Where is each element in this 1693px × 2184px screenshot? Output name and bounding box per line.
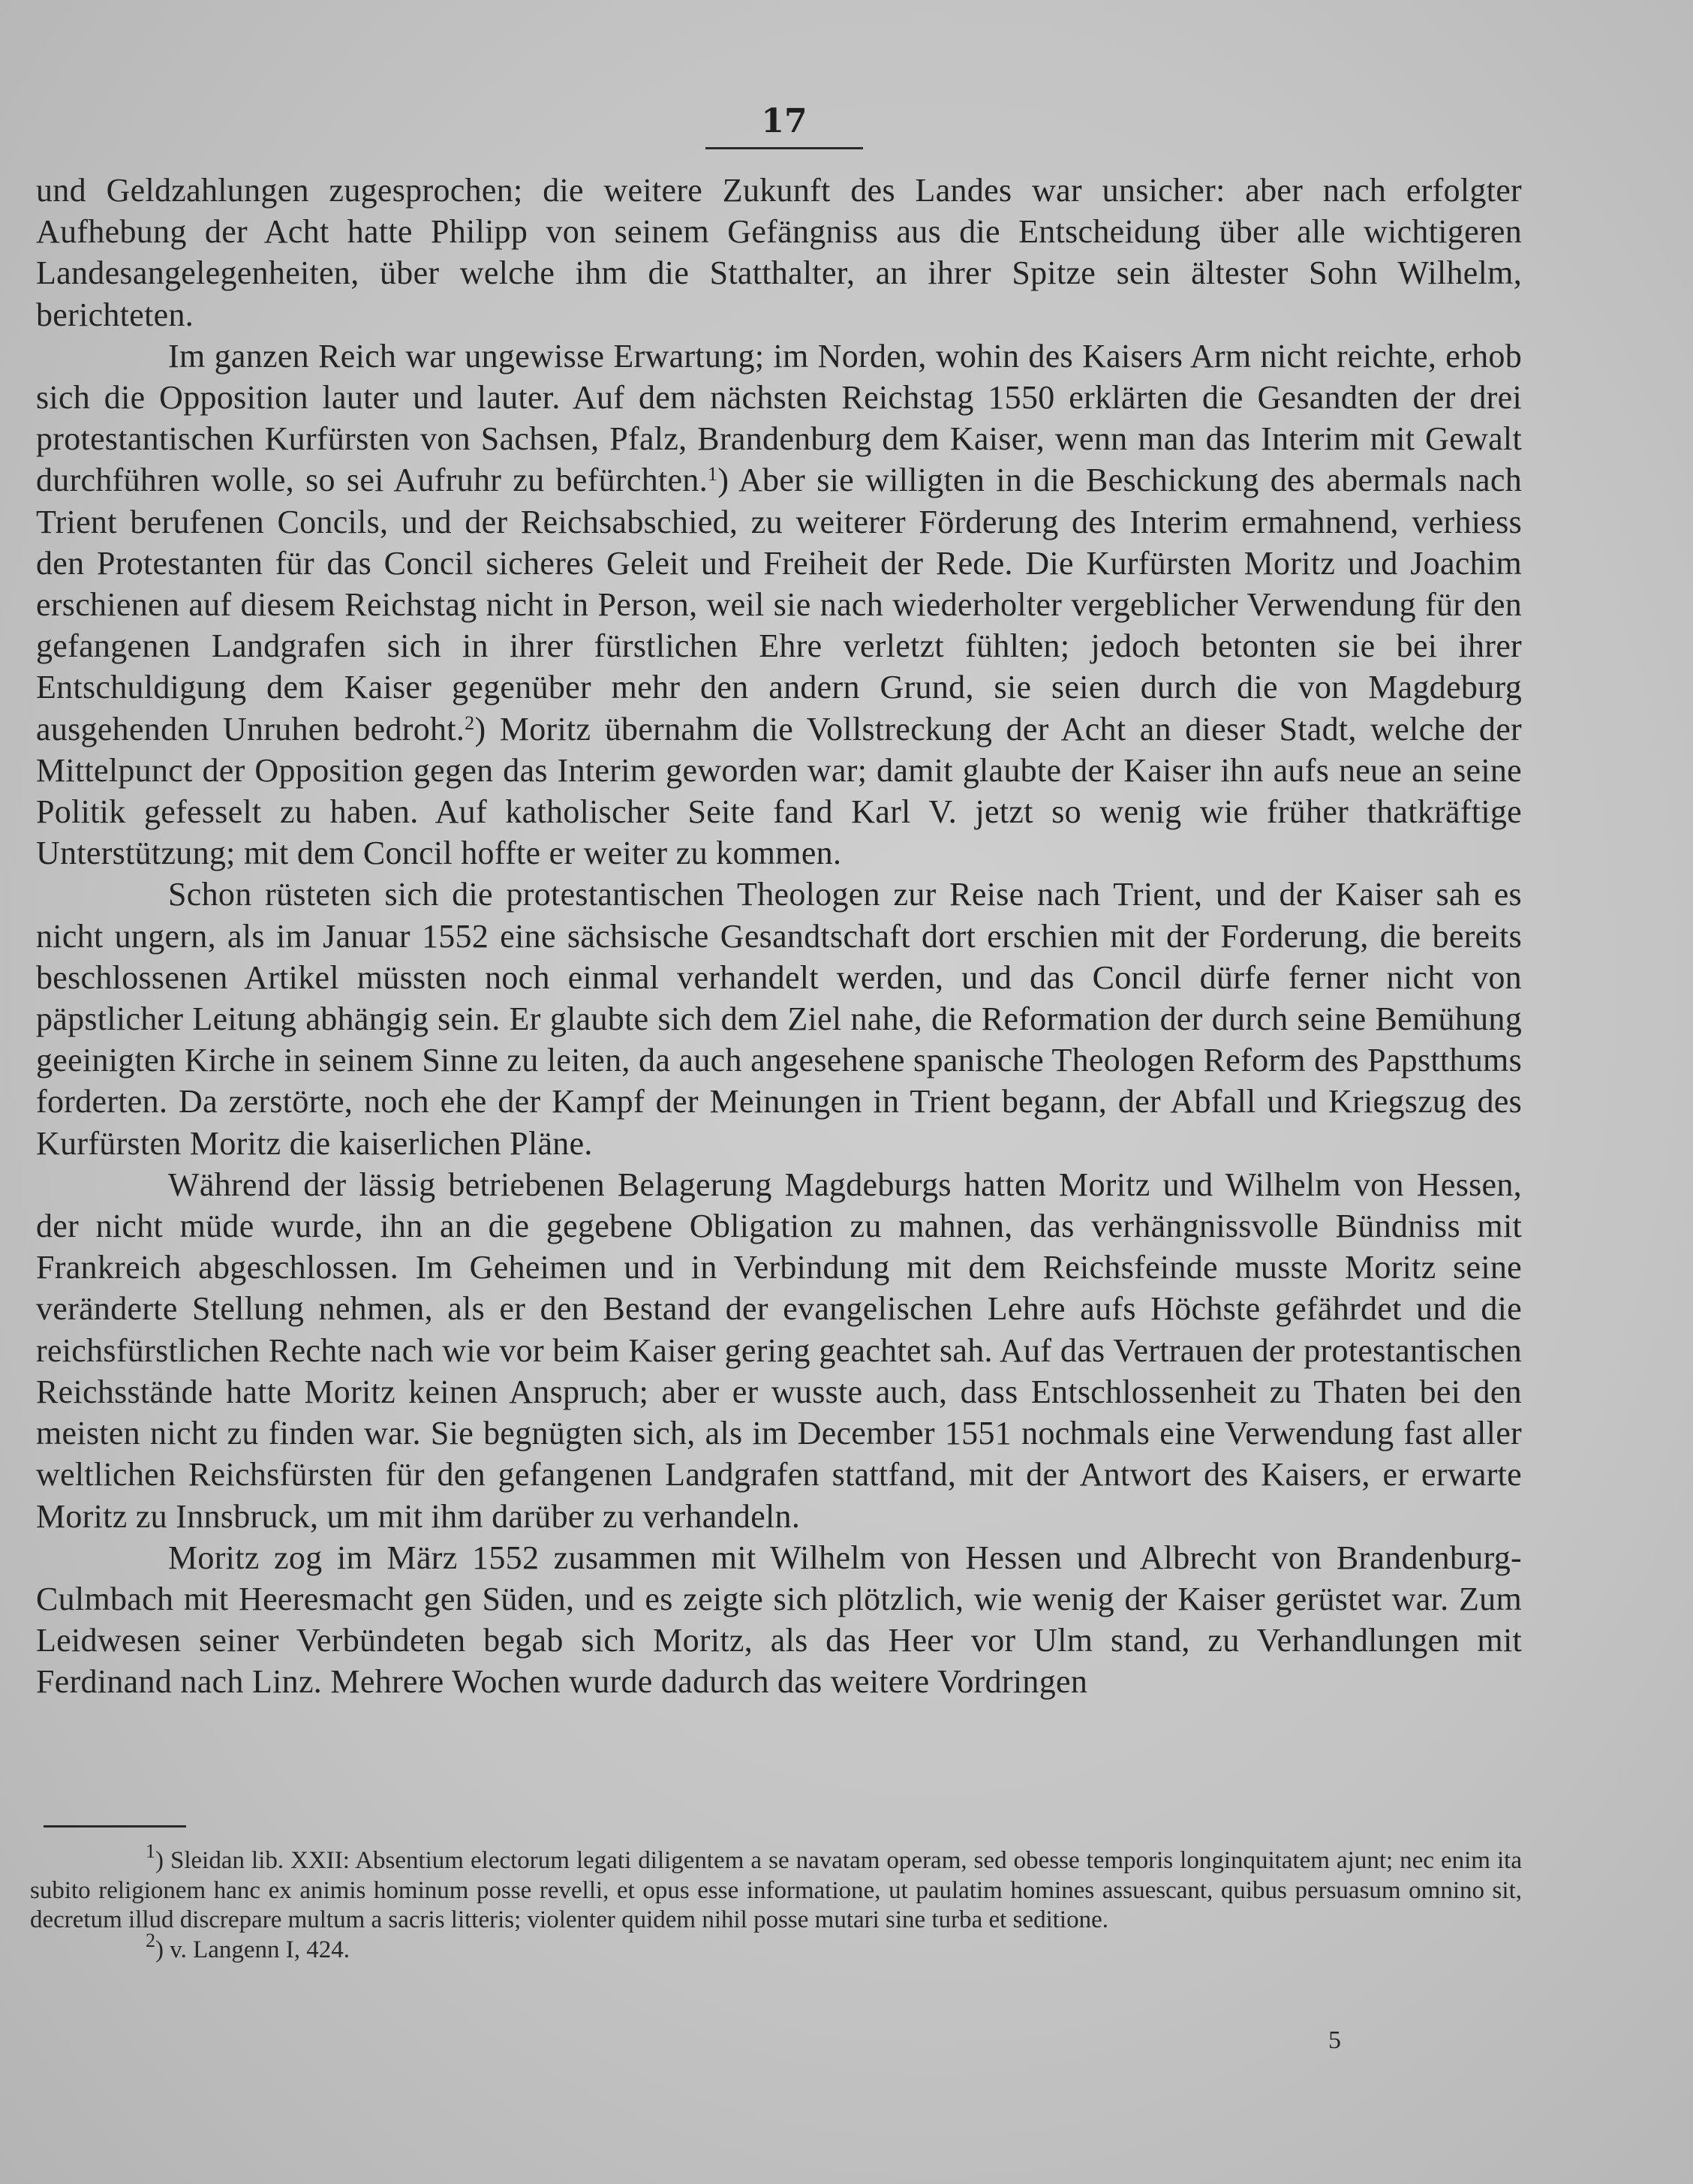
paragraph-5: Moritz zog im März 1552 zusammen mit Wilhelm von Hessen und Albrecht von Brandenburg-Culmbach mit Heeresmacht gen Süden, und es zeigte sich plötzlich, wie wenig der Kaiser gerüstet war. Zum Leidwesen seiner Verbündeten begab sich Moritz, als das Heer vor Ulm stand, zu Verhandlungen mit Ferdinand nach Linz. Mehrere Wochen wurde dadurch das weitere Vordringen xyxy=(36,1539,1522,1701)
sheet-signature: 5 xyxy=(1328,2026,1341,2054)
body-text xyxy=(36,170,1522,1703)
footnote-2: $^2$) v. Langenn I, 424. xyxy=(146,1929,350,1963)
footnote-1: $^1$) Sleidan lib. XXII: Absentium electorum legati diligentem a se navatam operam, sed obesse temporis longinquitatem ajunt; nec enim ita subito religionem hanc ex animis hominum posse revelli, et opus esse informatione, ut paulatim homines assuescant, quibus persuasum omnino sit, decretum illud discrepare multum a sacris litteris; violenter quidem nihil posse mutari sine turba et seditione. xyxy=(30,1840,1522,1933)
footnotes xyxy=(30,1840,1522,1965)
footnote-ref-2[interactable]: 2 xyxy=(465,711,475,734)
footnote-ref-1[interactable]: 1 xyxy=(708,463,718,486)
page-number-rule xyxy=(705,147,863,149)
paragraph-4: Während der lässig betriebenen Belagerung Magdeburgs hatten Moritz und Wilhelm von Hessen, der nicht müde wurde, ihn an die gegebene Obligation zu mahnen, das verhängnissvolle Bündniss mit Frankreich abgeschlossen. Im Geheimen und in Verbindung mit dem Reichsfeinde musste Moritz seine veränderte Stellung nehmen, als er den Bestand der evangelischen Lehre aufs Höchste gefährdet und die reichsfürstlichen Rechte nach wie vor beim Kaiser gering geachtet sah. Auf das Vertrauen der protestantischen Reichsstände hatte Moritz keinen Anspruch; aber er wusste auch, dass Entschlossenheit zu Thaten bei den meisten nicht zu finden war. Sie begnügten sich, als im December 1551 nochmals eine Verwendung fast aller weltlichen Reichsfürsten für den gefangenen Landgrafen stattfand, mit der Antwort des Kaisers, er erwarte Moritz zu Innsbruck, um mit ihm darüber zu verhandeln. xyxy=(36,1166,1522,1535)
footnote-rule xyxy=(44,1825,186,1828)
paragraph-1: und Geldzahlungen zugesprochen; die weitere Zukunft des Landes war unsicher: aber nach erfolgter Aufhebung der Acht hatte Philipp von seinem Gefängniss aus die Entscheidung über alle wichtigeren Landesangelegenheiten, über welche ihm die Statthalter, an ihrer Spitze sein ältester Sohn Wilhelm, berichteten. xyxy=(36,172,1522,333)
paragraph-2: Im ganzen Reich war ungewisse Erwartung; im Norden, wohin des Kaisers Arm nicht reichte, erhob sich die Opposition lauter und lauter. Auf dem nächsten Reichstag 1550 erklärten die Gesandten der drei protestantischen Kurfürsten von Sachsen, Pfalz, Brandenburg dem Kaiser, wenn man das Interim mit Gewalt durchführen wolle, so sei Aufruhr zu befürchten.$^1$) Aber sie willigten in die Beschickung des abermals nach Trient berufenen Concils, und der Reichsabschied, zu weiterer Förderung des Interim ermahnend, verhiess den Protestanten für das Concil sicheres Geleit und Freiheit der Rede. Die Kurfürsten Moritz und Joachim erschienen auf diesem Reichstag nicht in Person, weil sie nach wiederholter vergeblicher Verwendung für den gefangenen Landgrafen sich in ihrer fürstlichen Ehre verletzt fühlten; jedoch betonten sie bei ihrer Entschuldigung dem Kaiser gegenüber mehr den andern Grund, sie seien durch die von Magdeburg ausgehenden Unruhen bedroht.$^2$) Moritz übernahm die Vollstreckung der Acht an dieser Stadt, welche der Mittelpunct der Opposition gegen das Interim geworden war; damit glaubte der Kaiser ihn aufs neue an seine Politik gefesselt zu haben. Auf katholischer Seite fand Karl V. jetzt so wenig wie früher thatkräftige Unterstützung; mit dem Concil hoffte er weiter zu kommen. xyxy=(36,337,1522,872)
paragraph-3: Schon rüsteten sich die protestantischen Theologen zur Reise nach Trient, und der Kaiser sah es nicht ungern, als im Januar 1552 eine sächsische Gesandtschaft dort erschien mit der Forderung, die bereits beschlossenen Artikel müssten noch einmal verhandelt werden, und das Concil dürfe ferner nicht von päpstlicher Leitung abhängig sein. Er glaubte sich dem Ziel nahe, die Reformation der durch seine Bemühung geeinigten Kirche in seinem Sinne zu leiten, da auch angesehene spanische Theologen Reform des Papstthums forderten. Da zerstörte, noch ehe der Kampf der Meinungen in Trient begann, der Abfall und Kriegszug des Kurfürsten Moritz die kaiserlichen Pläne. xyxy=(36,876,1522,1162)
page-number: 17 xyxy=(761,102,807,140)
